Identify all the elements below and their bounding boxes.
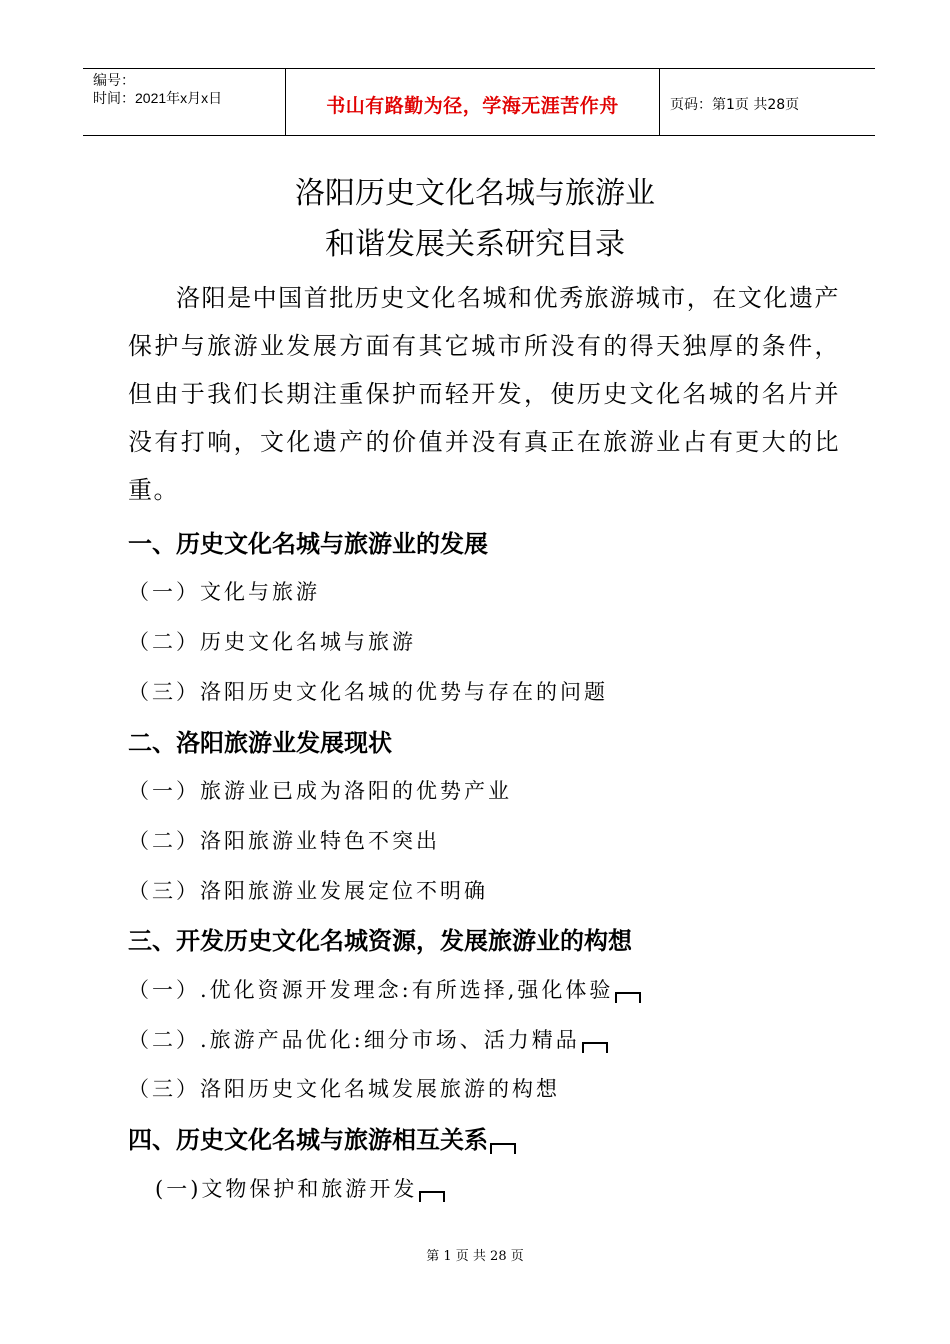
time-label: 时间：2021年x月x日 [93,90,223,106]
toc-section-2: 二、洛阳旅游业发展现状 [128,729,392,757]
page-footer: 第 1 页 共 28 页 [426,1249,524,1264]
toc-item-3-1-text: （一）.优化资源开发理念:有所选择,强化体验 [128,978,614,1002]
toc-item-2-3: （三）洛阳旅游业发展定位不明确 [128,879,488,903]
field-bracket-icon [490,1143,516,1154]
toc-item-3-1 [128,975,641,1005]
toc-item-1-2: （二）历史文化名城与旅游 [128,630,416,654]
toc-item-3-2 [128,1025,608,1055]
header-meta [83,69,286,135]
toc-item-3-3: （三）洛阳历史文化名城发展旅游的构想 [128,1077,560,1101]
toc-item-2-2: （二）洛阳旅游业特色不突出 [128,829,440,853]
document-title-line2: 和谐发展关系研究目录 [325,227,625,262]
header-page-info [660,69,875,135]
field-bracket-icon [582,1042,608,1053]
toc-section-1: 一、历史文化名城与旅游业的发展 [128,530,488,558]
toc-section-4 [128,1124,516,1156]
field-bracket-icon [419,1191,445,1202]
toc-item-4-1-text: (一)文物保护和旅游开发 [155,1177,418,1201]
number-label: 编号： [93,72,135,88]
header-motto-cell [286,69,660,135]
document-title-line1: 洛阳历史文化名城与旅游业 [295,176,655,211]
field-bracket-icon [615,992,641,1003]
intro-paragraph: 洛阳是中国首批历史文化名城和优秀旅游城市，在文化遗产保护与旅游业发展方面有其它城市所没有的得天独厚的条件，但由于我们长期注重保护而轻开发，使历史文化名城的名片并没有打响，文化遗产的价值并没有真正在旅游业占有更大的比重。 [128,284,840,504]
toc-item-4-1 [155,1174,445,1204]
page-header [83,68,875,136]
toc-section-4-text: 四、历史文化名城与旅游相互关系 [128,1126,488,1154]
toc-item-2-1: （一）旅游业已成为洛阳的优势产业 [128,779,512,803]
toc-section-3: 三、开发历史文化名城资源，发展旅游业的构想 [128,927,632,955]
toc-item-1-1: （一）文化与旅游 [128,580,320,604]
toc-item-3-2-text: （二）.旅游产品优化:细分市场、活力精品 [128,1028,580,1052]
motto: 书山有路勤为径，学海无涯苦作舟 [326,94,619,117]
page-info: 页码：第1页 共28页 [670,97,800,113]
toc-item-1-3: （三）洛阳历史文化名城的优势与存在的问题 [128,680,608,704]
